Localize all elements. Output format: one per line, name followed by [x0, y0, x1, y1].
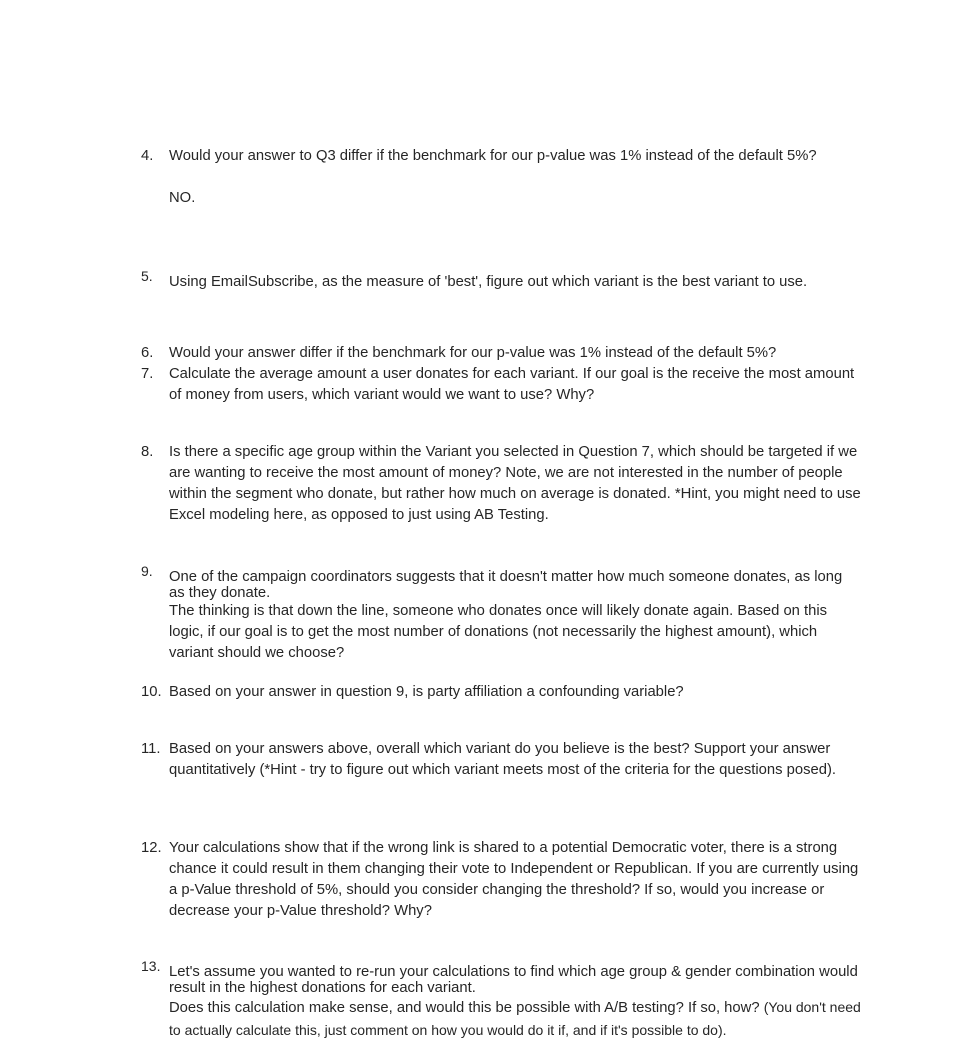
question-text: Calculate the average amount a user donates for each variant. If our goal is the receive the most amount of money from users, which variant would we want to use? Why? — [169, 366, 855, 403]
question-number: 4. — [141, 148, 154, 164]
question-text-lead: One of the campaign coordinators suggests that it doesn't matter how much someone donates, as long as they donate. — [169, 569, 843, 601]
question-answer: NO. — [169, 190, 196, 206]
question-text: The thinking is that down the line, someone who donates once will likely donate again. Based on this logic, if our goal is to get the most number of donations (not necessarily the highest amount), which variant should we choose? — [169, 603, 828, 661]
question-4 — [141, 146, 861, 209]
question-number: 11. — [141, 741, 161, 757]
question-12 — [141, 838, 861, 922]
question-number: 12. — [141, 840, 162, 856]
question-note: (You don't need to actually calculate this, just comment on how you would do it if, and if it's possible to do). — [169, 999, 861, 1038]
question-13 — [141, 958, 861, 1042]
question-number: 6. — [141, 345, 154, 361]
question-number: 5. — [141, 268, 153, 284]
question-text: Based on your answers above, overall which variant do you believe is the best? Support your answer quantitatively (*Hint - try to figure out which variant meets most of the criteria for the questions posed). — [169, 741, 836, 778]
question-6 — [141, 343, 861, 364]
question-text: Using EmailSubscribe, as the measure of 'best', figure out which variant is the best variant to use. — [169, 274, 808, 290]
question-number: 13. — [141, 958, 161, 974]
question-number: 10. — [141, 684, 162, 700]
question-text: Would your answer to Q3 differ if the benchmark for our p-value was 1% instead of the default 5%? — [169, 148, 817, 164]
question-text-lead: Let's assume you wanted to re-run your calculations to find which age group & gender combination would result in the highest donations for each variant. — [169, 964, 858, 996]
question-9 — [141, 563, 861, 664]
question-text: Your calculations show that if the wrong link is shared to a potential Democratic voter, there is a strong chance it could result in them changing their vote to Independent or Republican. If you are currently using a p-Value threshold of 5%, should you consider changing the threshold? If so, would you increase or decrease your p-Value threshold? Why? — [169, 840, 859, 919]
question-text: Is there a specific age group within the Variant you selected in Question 7, which should be targeted if we are wanting to receive the most amount of money? Note, we are not interested in the number of people within the segment who donate, but rather how much on average is donated. *Hint, you might need to use Excel modeling here, as opposed to just using AB Testing. — [169, 444, 861, 523]
question-10 — [141, 682, 861, 703]
question-7 — [141, 364, 861, 406]
question-8 — [141, 442, 861, 526]
question-11 — [141, 739, 861, 781]
question-5 — [141, 268, 861, 290]
question-text: Would your answer differ if the benchmark for our p-value was 1% instead of the default 5%? — [169, 345, 777, 361]
question-number: 7. — [141, 366, 154, 382]
question-text: Based on your answer in question 9, is party affiliation a confounding variable? — [169, 684, 684, 700]
question-number: 9. — [141, 563, 153, 579]
question-number: 8. — [141, 444, 154, 460]
question-text: Does this calculation make sense, and would this be possible with A/B testing? If so, how? — [169, 1000, 760, 1016]
